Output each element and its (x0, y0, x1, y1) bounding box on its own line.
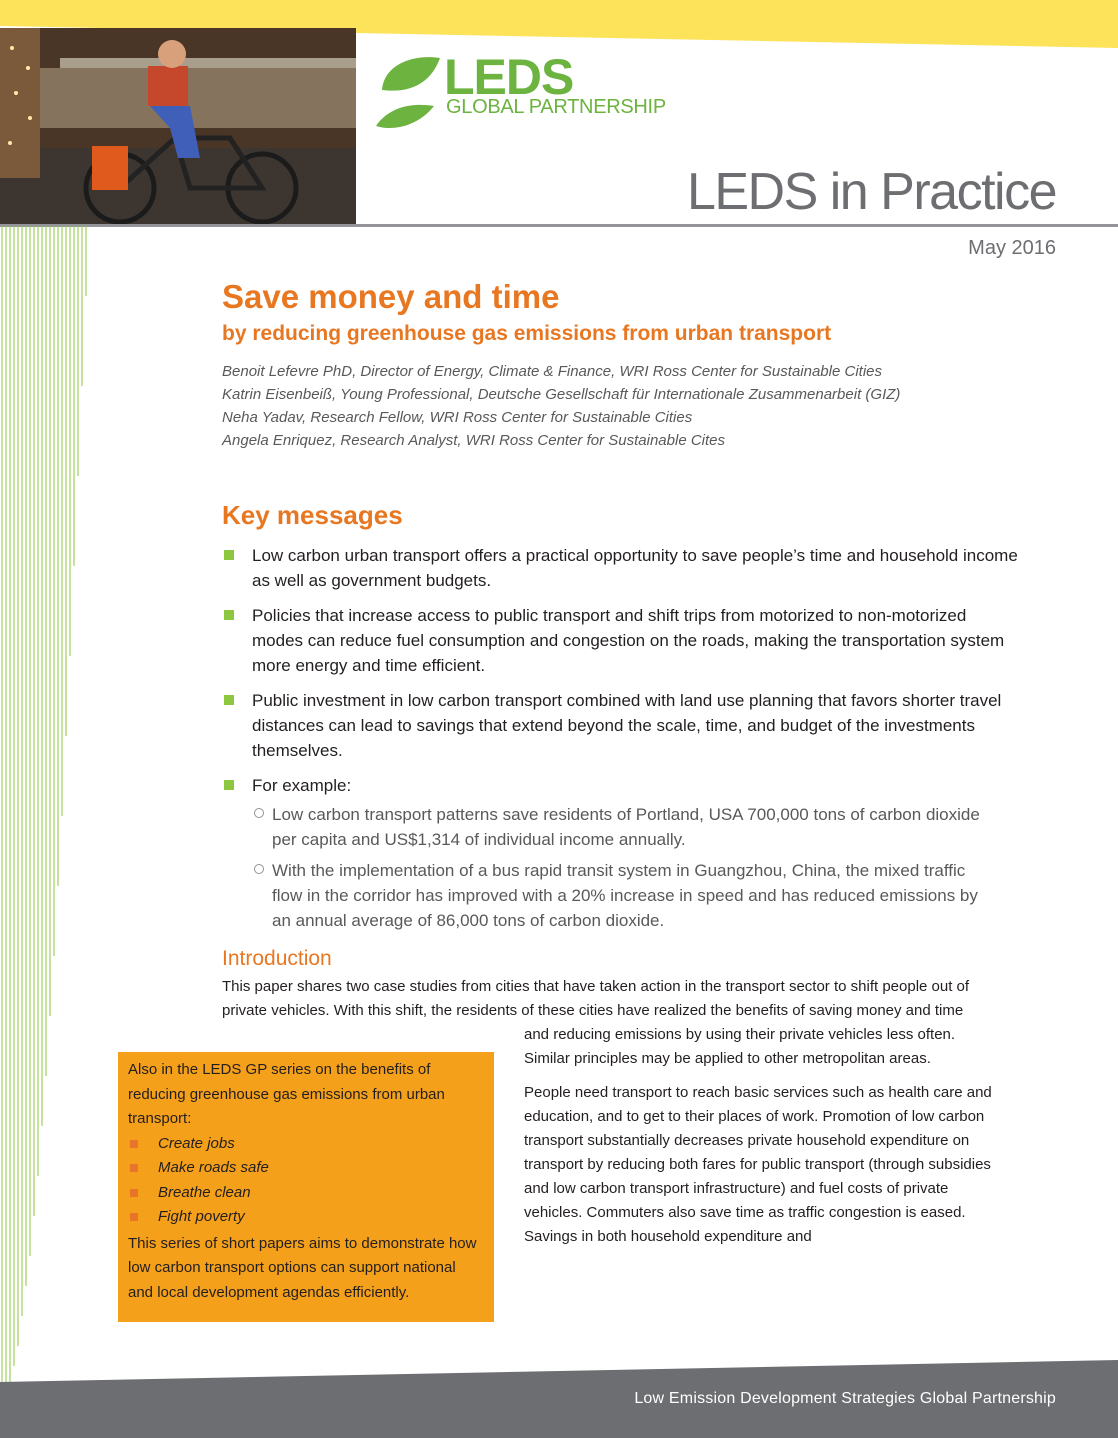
circle-bullet-icon (254, 808, 264, 818)
callout-link-label: Create jobs (158, 1134, 235, 1152)
key-message-text: Low carbon urban transport offers a practical opportunity to save people’s time and household income as well as government budgets. (252, 546, 1018, 590)
key-message-item (222, 543, 1022, 593)
leaf-logo-icon (374, 50, 446, 130)
callout-link-label: Make roads safe (158, 1159, 269, 1176)
author-line: Neha Yadav, Research Fellow, WRI Ross Center for Sustainable Cities (222, 409, 693, 426)
key-message-text: Policies that increase access to public transport and shift trips from motorized to non-motorized modes can reduce fuel consumption and congestion on the roads, making the transportation system more energy and time efficient. (252, 606, 1005, 675)
key-message-item (222, 603, 1022, 678)
logo-leds-text: LEDS (444, 49, 574, 105)
callout-link-label: Fight poverty (158, 1208, 245, 1225)
callout-link-item[interactable] (128, 1156, 484, 1181)
introduction-paragraph-continued: and reducing emissions by using their private vehicles less often. Similar principles may be applied to other metropolitan areas. (524, 1026, 956, 1067)
decorative-side-lines (0, 226, 90, 1406)
callout-link-label: Breathe clean (158, 1183, 251, 1201)
circle-bullet-icon (254, 864, 264, 874)
example-item (222, 858, 992, 933)
square-bullet-icon (130, 1140, 138, 1148)
introduction-paragraph: This paper shares two case studies from cities that have taken action in the transport sector to shift people out of private vehicles. With this shift, the residents of these cities have realized the benefits of saving money and time (222, 978, 970, 1019)
example-item (222, 802, 992, 852)
callout-link-item[interactable] (128, 1132, 484, 1157)
square-bullet-icon (224, 550, 234, 560)
callout-intro: Also in the LEDS GP series on the benefits of reducing greenhouse gas emissions from urban transport: (128, 1061, 445, 1127)
square-bullet-icon (224, 780, 234, 790)
author-line: Angela Enriquez, Research Analyst, WRI Ross Center for Sustainable Cites (222, 432, 726, 449)
logo-subtext: GLOBAL PARTNERSHIP (446, 96, 666, 118)
square-bullet-icon (224, 695, 234, 705)
key-message-text: For example: (252, 776, 352, 795)
square-bullet-icon (130, 1164, 138, 1172)
header-divider (0, 224, 1118, 227)
footer-organization-name: Low Emission Development Strategies Global Partnership (634, 1390, 1056, 1407)
square-bullet-icon (130, 1189, 138, 1197)
callout-outro: This series of short papers aims to demonstrate how low carbon transport options can support national and local development agendas efficiently. (128, 1234, 477, 1301)
key-messages-list (222, 543, 1022, 933)
example-text: Low carbon transport patterns save residents of Portland, USA 700,000 tons of carbon dioxide per capita and US$1,314 of individual income annually. (272, 805, 980, 849)
square-bullet-icon (130, 1213, 138, 1221)
leds-gp-logo (374, 50, 704, 132)
author-line: Katrin Eisenbeiß, Young Professional, Deutsche Gesellschaft für Internationale Zusammenarbeit (GIZ) (222, 386, 901, 403)
series-callout-box (118, 1052, 494, 1322)
cyclist-photo (0, 28, 356, 224)
author-line: Benoit Lefevre PhD, Director of Energy, Climate & Finance, WRI Ross Center for Sustainable Cities (222, 363, 882, 380)
introduction-heading: Introduction (222, 947, 332, 970)
key-messages-heading: Key messages (222, 500, 403, 530)
callout-link-item[interactable] (128, 1181, 484, 1206)
example-text: With the implementation of a bus rapid transit system in Guangzhou, China, the mixed traffic flow in the corridor has improved with a 20% increase in speed and has reduced emissions by an annual average of 86,000 tons of carbon dioxide. (272, 861, 978, 930)
introduction-paragraph-2: People need transport to reach basic services such as health care and education, and to get to their places of work. Promotion of low carbon transport substantially decreases private household expenditure on transport by reducing both fares for public transport (through subsidies and low carbon transport infrastructure) and fuel costs of private vehicles. Commuters also save time as traffic congestion is eased. Savings in both household expenditure and (524, 1084, 992, 1245)
square-bullet-icon (224, 610, 234, 620)
publication-date: May 2016 (968, 237, 1056, 259)
author-list (222, 360, 1082, 452)
key-message-text: Public investment in low carbon transport combined with land use planning that favors shorter travel distances can lead to savings that extend beyond the scale, time, and budget of the investments themselves. (252, 691, 1002, 760)
key-message-item (222, 773, 1022, 798)
article-subtitle: by reducing greenhouse gas emissions from urban transport (222, 322, 832, 345)
article-title: Save money and time (222, 278, 560, 315)
key-message-item (222, 688, 1022, 763)
callout-link-item[interactable] (128, 1205, 484, 1230)
series-title: LEDS in Practice (686, 163, 1056, 221)
